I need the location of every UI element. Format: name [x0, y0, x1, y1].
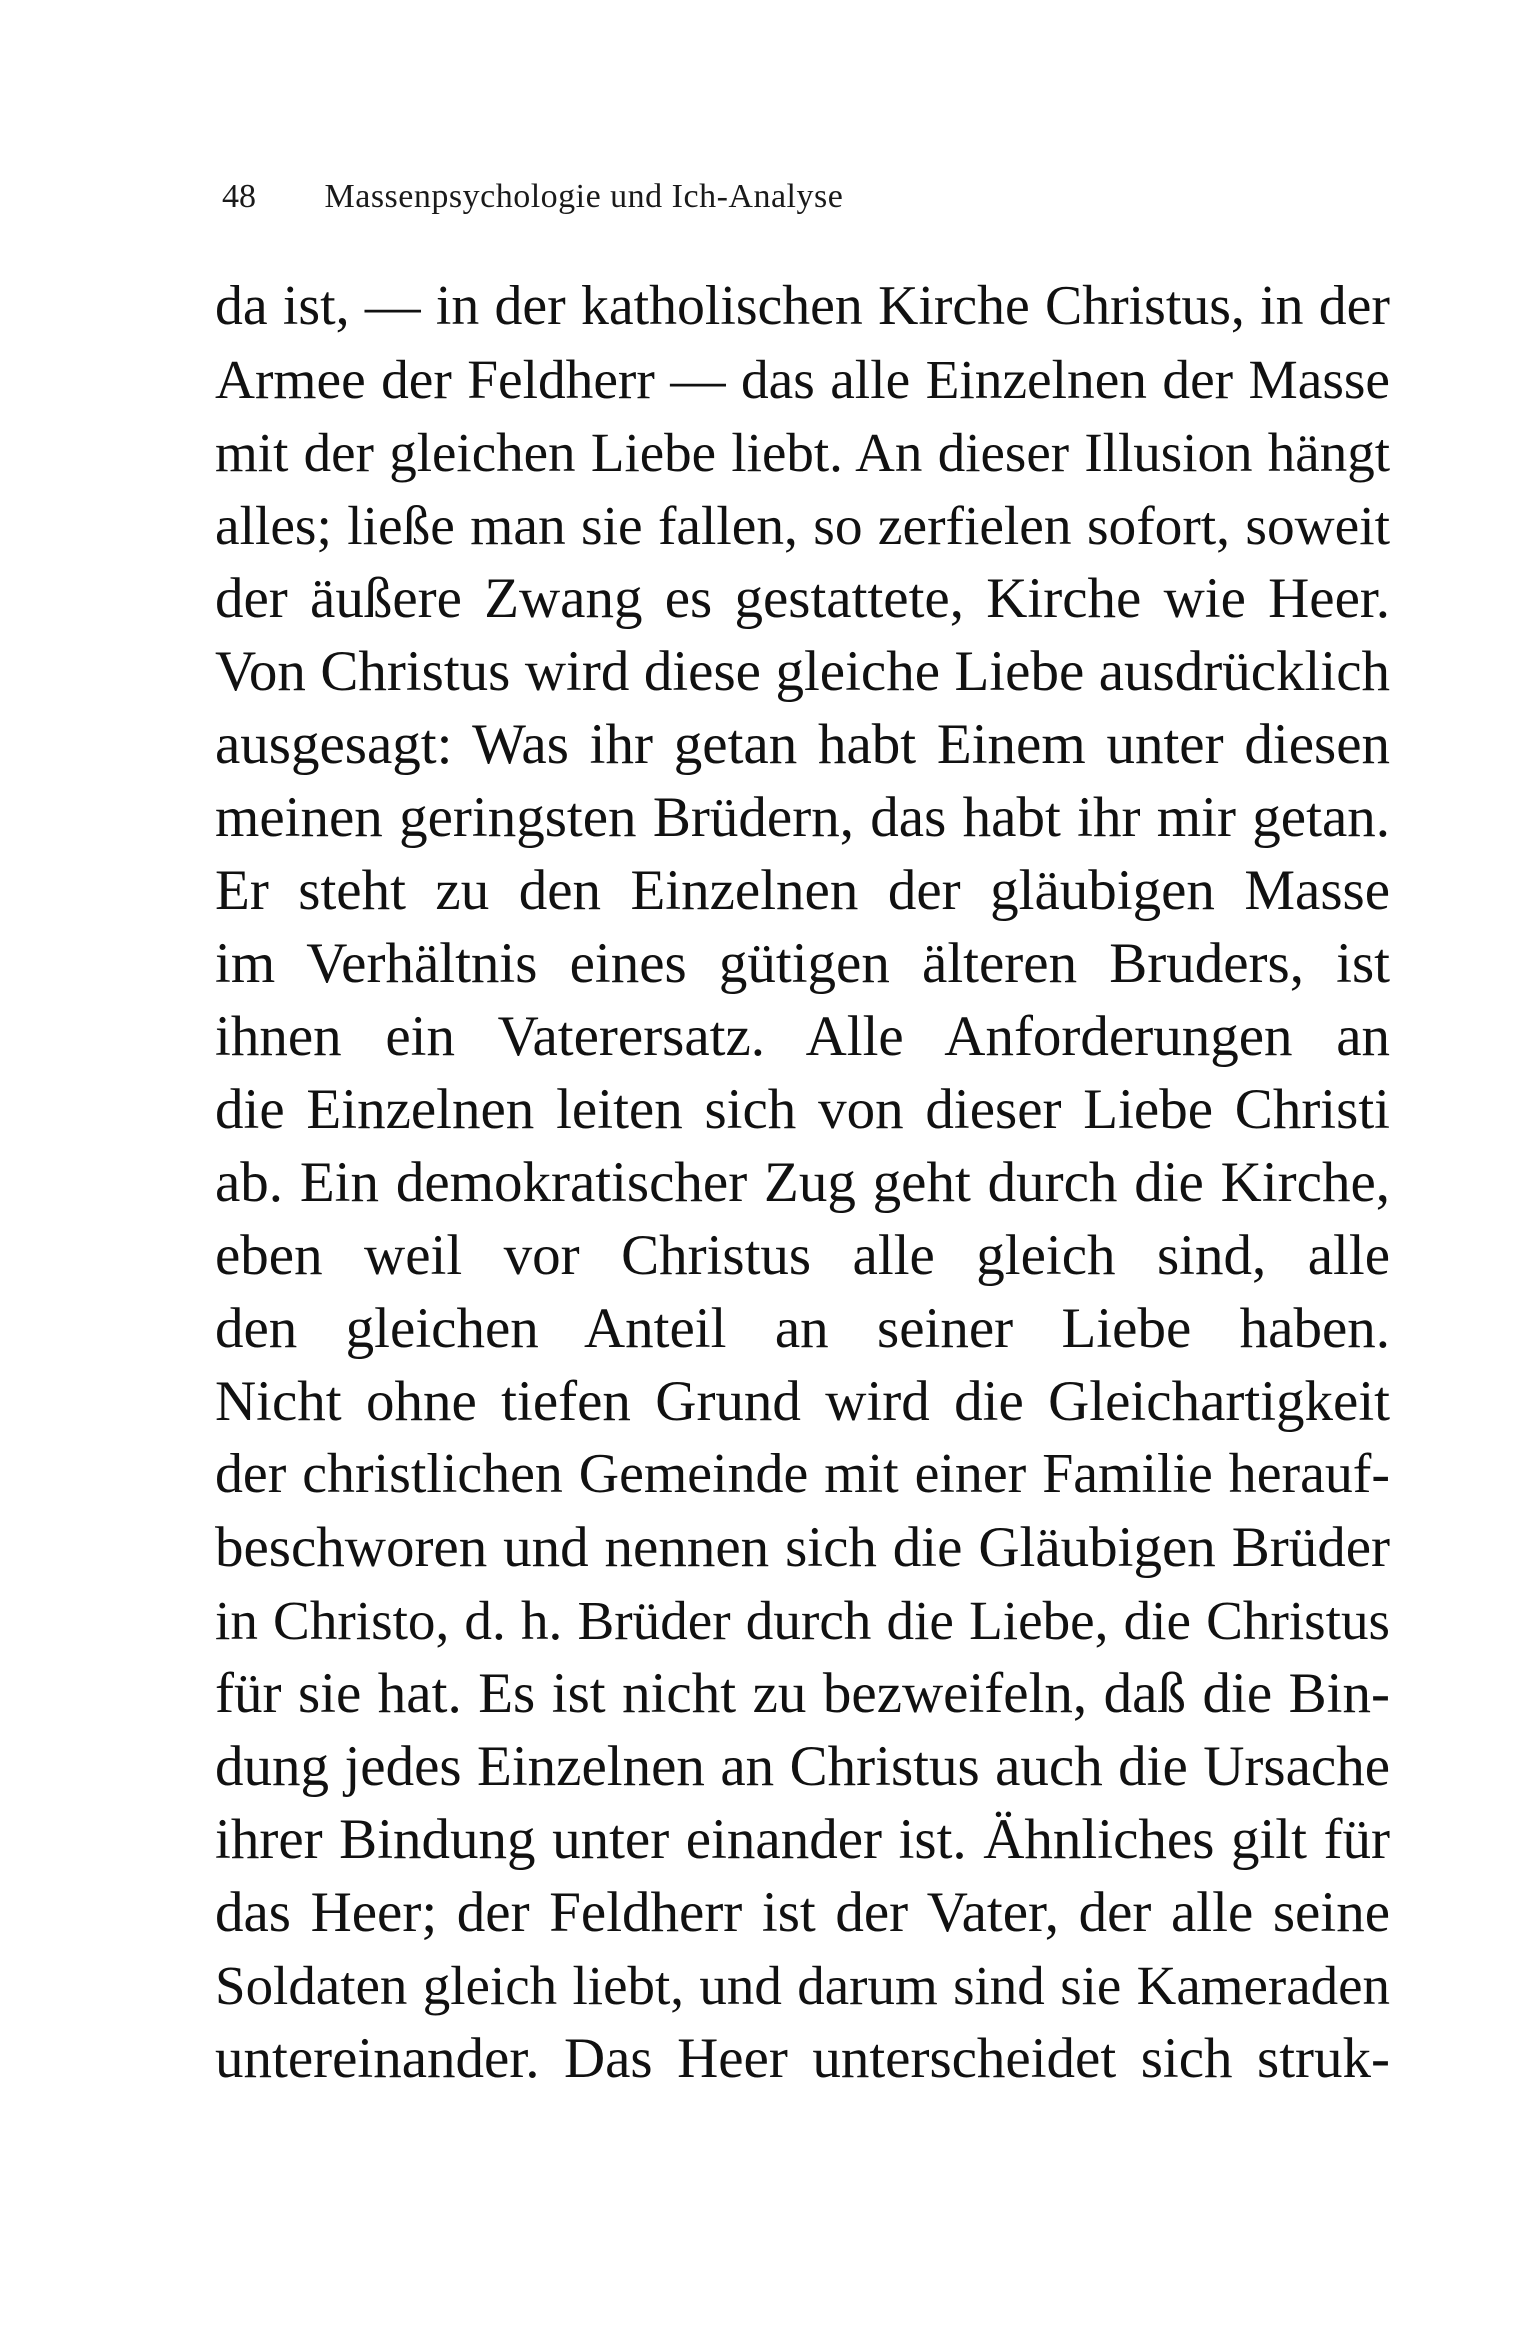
- body-text: [215, 270, 1390, 2095]
- text-line: alles; ließe man sie fallen, so zerfielen sofort, soweit: [215, 495, 1390, 556]
- text-line: Soldaten gleich liebt, und darum sind sie Kameraden: [215, 1955, 1390, 2016]
- text-line: im Verhältnis eines gütigen älteren Bruders, ist: [215, 932, 1390, 995]
- text-line: Nicht ohne tiefen Grund wird die Gleichartigkeit: [215, 1370, 1390, 1433]
- text-line: dung jedes Einzelnen an Christus auch die Ursache: [215, 1735, 1390, 1798]
- page-number: 48: [222, 178, 256, 215]
- text-line: die Einzelnen leiten sich von dieser Liebe Christi: [215, 1078, 1390, 1141]
- text-line: Von Christus wird diese gleiche Liebe ausdrücklich: [215, 640, 1390, 703]
- text-line: ihnen ein Vaterersatz. Alle Anforderungen an: [215, 1005, 1390, 1068]
- text-line: den gleichen Anteil an seiner Liebe haben.: [215, 1297, 1390, 1360]
- text-line: der äußere Zwang es gestattete, Kirche wie Heer.: [215, 567, 1390, 630]
- text-line: in Christo, d. h. Brüder durch die Liebe, die Christus: [215, 1590, 1390, 1651]
- text-line: das Heer; der Feldherr ist der Vater, der alle seine: [215, 1881, 1390, 1944]
- text-line: eben weil vor Christus alle gleich sind, alle: [215, 1224, 1390, 1287]
- running-head: [222, 172, 1122, 222]
- text-line: Er steht zu den Einzelnen der gläubigen Masse: [215, 859, 1390, 922]
- text-line: ab. Ein demokratischer Zug geht durch die Kirche,: [215, 1151, 1390, 1214]
- text-line: ihrer Bindung unter einander ist. Ähnliches gilt für: [215, 1808, 1390, 1871]
- text-line: der christlichen Gemeinde mit einer Familie herauf-: [215, 1443, 1390, 1505]
- text-line: da ist, — in der katholischen Kirche Christus, in der: [215, 275, 1390, 337]
- text-line: untereinander. Das Heer unterscheidet sich struk-: [215, 2027, 1390, 2090]
- running-title: Massenpsychologie und Ich-Analyse: [324, 178, 844, 215]
- text-line: mit der gleichen Liebe liebt. An dieser Illusion hängt: [215, 422, 1390, 483]
- text-line: ausgesagt: Was ihr getan habt Einem unter diesen: [215, 713, 1390, 776]
- text-line: meinen geringsten Brüdern, das habt ihr mir getan.: [215, 786, 1390, 849]
- text-line: beschworen und nennen sich die Gläubigen Brüder: [215, 1516, 1390, 1579]
- text-line: Armee der Feldherr — das alle Einzelnen der Masse: [215, 349, 1390, 410]
- text-line: für sie hat. Es ist nicht zu bezweifeln, daß die Bin-: [215, 1662, 1390, 1725]
